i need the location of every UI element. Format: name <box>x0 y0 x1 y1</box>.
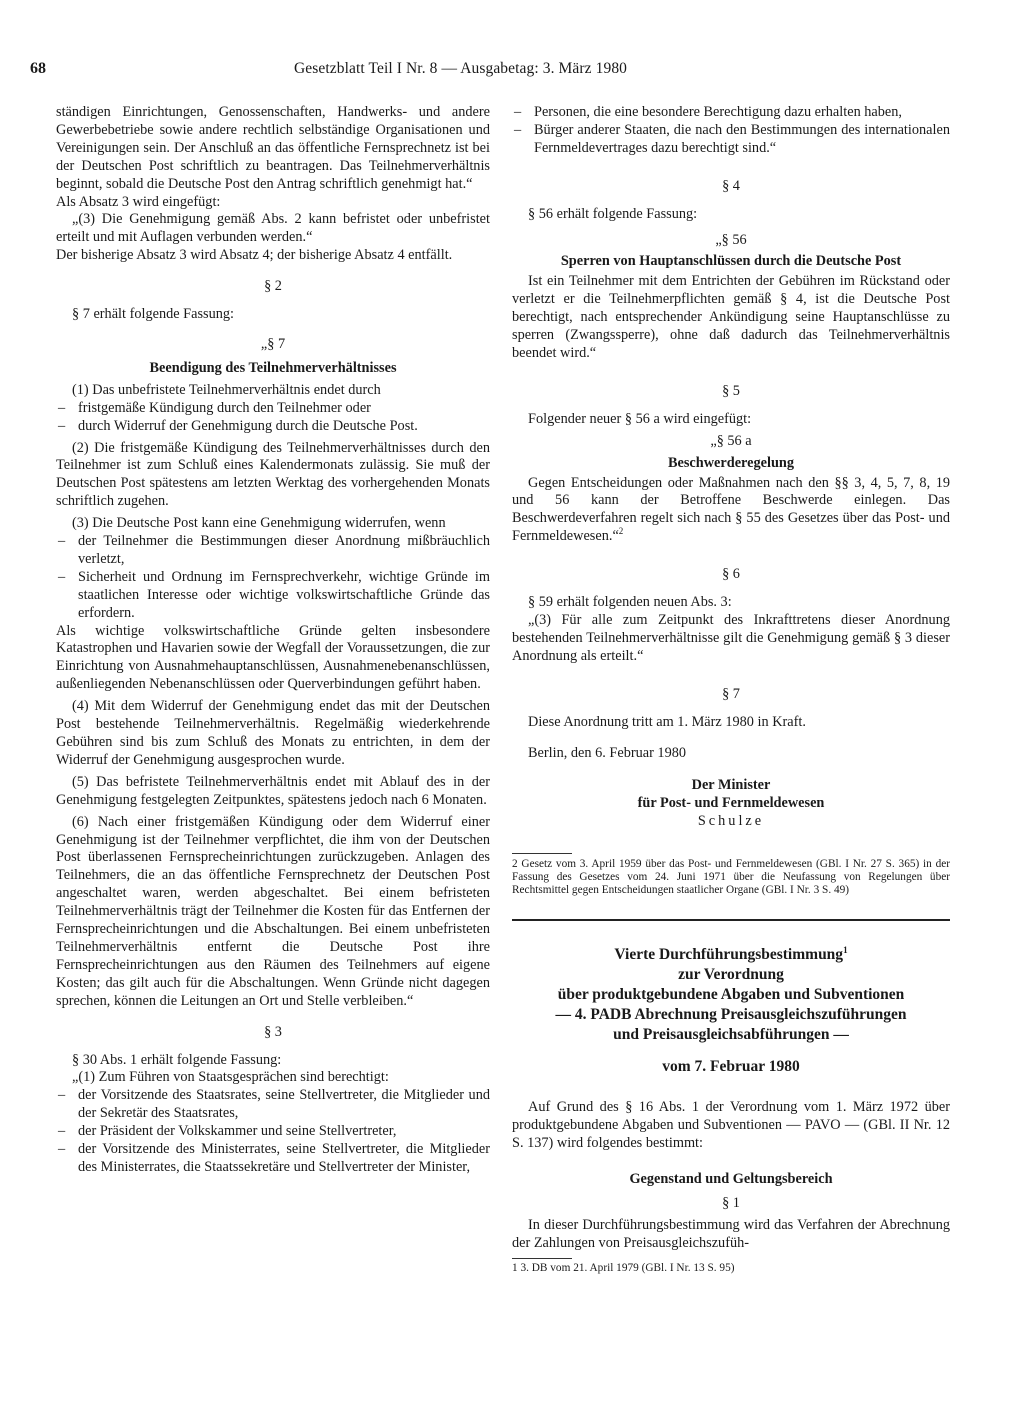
section-title: Sperren von Hauptanschlüssen durch die Deutsche Post <box>560 253 902 270</box>
section-title: Beschwerderegelung <box>667 454 794 471</box>
quoted-section-number: „§ 56 <box>715 231 747 248</box>
document-title-line: — 4. PADB Abrechnung Preisausgleichszuführungen <box>555 1006 907 1024</box>
section-heading: § 7 <box>722 685 740 702</box>
signature-title: Der Minister <box>691 777 771 794</box>
paragraph: ständigen Einrichtungen, Genossenschaften, Handwerks- und andere Gewerbebetriebe sowie andere rechtlich selbständige Organisationen und Vereinigungen sein. Der Anschluß an das öffentliche Fernsprechnetz ist bei der Deutschen Post schriftlich zu beantragen. Das Teilnehmerverhältnis beginnt, sobald die Deutsche Post den Antrag schriftlich genehmigt hat.“ <box>56 104 490 192</box>
section-heading: § 4 <box>722 177 740 194</box>
signature-name: Schulze <box>697 813 765 830</box>
paragraph: § 7 erhält folgende Fassung: <box>72 306 234 323</box>
list-item: – der Vorsitzende des Ministerrates, seine Stellvertreter, die Mitglieder des Ministerrates, die Staatssekretäre und Stellvertreter der Minister, <box>56 1141 490 1177</box>
list-item: – der Präsident der Volkskammer und seine Stellvertreter, <box>56 1123 490 1141</box>
section-heading: § 2 <box>264 278 282 295</box>
place-date: Berlin, den 6. Februar 1980 <box>528 745 687 762</box>
footnote-reference: 2 <box>618 526 624 537</box>
paragraph: „(1) Zum Führen von Staatsgesprächen sind berechtigt: <box>72 1069 389 1086</box>
title-text: Vierte Durchführungsbestimmung <box>614 946 844 964</box>
section-heading: § 3 <box>264 1023 282 1040</box>
quoted-section-number: „§ 56 a <box>710 432 752 449</box>
paragraph: § 56 erhält folgende Fassung: <box>528 205 698 222</box>
document-title <box>512 945 950 1077</box>
footnote-reference: 1 <box>843 944 848 955</box>
list-item: – Bürger anderer Staaten, die nach den Bestimmungen des internationalen Fernmeldevertrages dazu berechtigt sind.“ <box>512 122 950 158</box>
paragraph: (3) Die Deutsche Post kann eine Genehmigung widerrufen, wenn <box>72 515 446 532</box>
document-title-line: über produktgebundene Abgaben und Subventionen <box>557 986 905 1004</box>
paragraph: § 30 Abs. 1 erhält folgende Fassung: <box>72 1051 282 1068</box>
paragraph: (2) Die fristgemäße Kündigung des Teilnehmerverhältnisses durch den Teilnehmer ist zum Schluß eines Kalendermonats zulässig. Sie muß der Deutschen Post spätestens am letzten Werktag des vorhergehenden Monats schriftlich zugehen. <box>56 439 490 510</box>
paragraph: Ist ein Teilnehmer mit dem Entrichten der Gebühren im Rückstand oder verletzt er die Teilnehmerpflichten gemäß § 4, ist die Deutsche Post berechtigt, nach entsprechender Ankündigung seine Hauptanschlüsse zu sperren (Zwangssperre), ohne daß dadurch das Teilnehmerverhältnis beendet wird.“ <box>512 273 950 361</box>
section-heading: § 6 <box>722 566 740 583</box>
paragraph: (1) Das unbefristete Teilnehmerverhältnis endet durch <box>72 381 381 398</box>
paragraph: Folgender neuer § 56 a wird eingefügt: <box>528 410 752 427</box>
list-item: – der Vorsitzende des Staatsrates, seine Stellvertreter, die Mitglieder und der Sekretär des Staatsrates, <box>56 1087 490 1123</box>
section-heading: § 1 <box>722 1194 740 1211</box>
footnote-divider <box>512 1258 572 1259</box>
paragraph: (4) Mit dem Widerruf der Genehmigung endet das mit der Deutschen Post bestehende Teilnehmerverhältnis. Regelmäßig wiederkehrende Gebühren sind bis zum Schluß des Monats zu entrichten, in dem der Widerruf der Genehmigung ausgesprochen wurde. <box>56 698 490 768</box>
right-column <box>512 104 950 1275</box>
paragraph <box>512 475 950 547</box>
section-title: Gegenstand und Geltungsbereich <box>629 1170 833 1187</box>
quoted-section-number: „§ 7 <box>260 335 286 352</box>
paragraph: Der bisherige Absatz 3 wird Absatz 4; der bisherige Absatz 4 entfällt. <box>56 247 453 264</box>
section-title: Beendigung des Teilnehmerverhältnisses <box>149 359 397 376</box>
document-divider <box>512 919 950 921</box>
paragraph: Auf Grund des § 16 Abs. 1 der Verordnung vom 1. März 1972 über produktgebundene Abgaben und Subventionen — PAVO — (GBl. II Nr. 12 S. 137) wird folgendes bestimmt: <box>512 1099 950 1151</box>
paragraph: In dieser Durchführungsbestimmung wird das Verfahren der Abrechnung der Zahlungen von Preisausgleichszufüh- <box>512 1216 950 1251</box>
document-title-line: und Preisausgleichsabführungen — <box>613 1026 849 1044</box>
footnote-divider <box>512 853 572 854</box>
paragraph: Als Absatz 3 wird eingefügt: <box>56 193 221 210</box>
paragraph-text: Gegen Entscheidungen oder Maßnahmen nach den §§ 3, 4, 5, 7, 8, 19 und 56 kann der Betroffene Beschwerde einlegen. Das Beschwerdeverfahren regelt sich nach § 55 des Gesetzes über das Post- und Fernmeldewesen.“ <box>512 474 950 545</box>
signature-title: für Post- und Fernmeldewesen <box>637 795 825 812</box>
document-date: vom 7. Februar 1980 <box>662 1058 800 1076</box>
list-item: – durch Widerruf der Genehmigung durch die Deutsche Post. <box>56 418 490 436</box>
footnote: 2 Gesetz vom 3. April 1959 über das Post- und Fernmeldewesen (GBl. I Nr. 27 S. 365) in der Fassung des Gesetzes vom 24. Juni 1971 über die Neufassung von Regelungen über Rechtsmittel gegen Entscheidungen staatlicher Organe (GBl. I Nr. 3 S. 49) <box>512 858 950 897</box>
list-item: – Sicherheit und Ordnung im Fernsprechverkehr, wichtige Gründe im staatlichen Interesse oder wichtige volkswirtschaftliche Gründe das erfordern. <box>56 569 490 623</box>
paragraph: (5) Das befristete Teilnehmerverhältnis endet mit Ablauf des in der Genehmigung festgelegten Zeitpunktes, spätestens jedoch nach 6 Monaten. <box>56 773 490 808</box>
page-number: 68 <box>30 60 46 77</box>
left-column <box>56 104 490 1177</box>
paragraph: „(3) Die Genehmigung gemäß Abs. 2 kann befristet oder unbefristet erteilt und mit Auflagen verbunden werden.“ <box>56 211 490 246</box>
section-heading: § 5 <box>722 382 740 399</box>
paragraph: (6) Nach einer fristgemäßen Kündigung oder dem Widerruf einer Genehmigung ist der Teilnehmer verpflichtet, die ihm von der Deutschen Post überlassenen Fernsprecheinrichtungen zurückzugeben. Anlagen des Teilnehmers, die an das öffentliche Fernsprechnetz der Deutschen Post angeschaltet waren, werden abgeschaltet. Bei einem befristeten Teilnehmerverhältnis trägt der Teilnehmer die Kosten für das Entfernen der Fernsprecheinrichtungen und die Abschaltungen. Bei einem unbefristeten Teilnehmerverhältnis entfernt die Deutsche Post ihre Fernsprecheinrichtungen aus den Räumen des Teilnehmers auf eigene Kosten; das gilt auch für die Abschaltungen. Wenn Gründe nicht dagegen sprechen, können die Leitungen an Ort und Stelle verbleiben.“ <box>56 813 490 1009</box>
header-title: Gesetzblatt Teil I Nr. 8 — Ausgabetag: 3. März 1980 <box>294 60 628 77</box>
paragraph: „(3) Für alle zum Zeitpunkt des Inkrafttretens dieser Anordnung bestehenden Teilnehmerverhältnisse gilt die Genehmigung gemäß § 3 dieser Anordnung als erteilt.“ <box>512 611 950 664</box>
footnote: 1 3. DB vom 21. April 1979 (GBl. I Nr. 13 S. 95) <box>512 1262 735 1275</box>
list-item: – der Teilnehmer die Bestimmungen dieser Anordnung mißbräuchlich verletzt, <box>56 533 490 569</box>
paragraph: § 59 erhält folgenden neuen Abs. 3: <box>528 594 732 611</box>
document-title-line: zur Verordnung <box>678 966 784 984</box>
list-item: – Personen, die eine besondere Berechtigung dazu erhalten haben, <box>512 104 950 122</box>
paragraph: Als wichtige volkswirtschaftliche Gründe gelten insbesondere Katastrophen und Havarien sowie der Wegfall der Voraussetzungen, die zur Einrichtung von Ausnahmehauptanschlüssen, Ausnahmenebenanschlüssen, außenliegenden Nebenanschlüssen oder Querverbindungen geführt haben. <box>56 622 490 693</box>
document-title-line <box>512 945 950 965</box>
list-item: – fristgemäße Kündigung durch den Teilnehmer oder <box>56 400 490 418</box>
paragraph: Diese Anordnung tritt am 1. März 1980 in Kraft. <box>528 713 806 730</box>
